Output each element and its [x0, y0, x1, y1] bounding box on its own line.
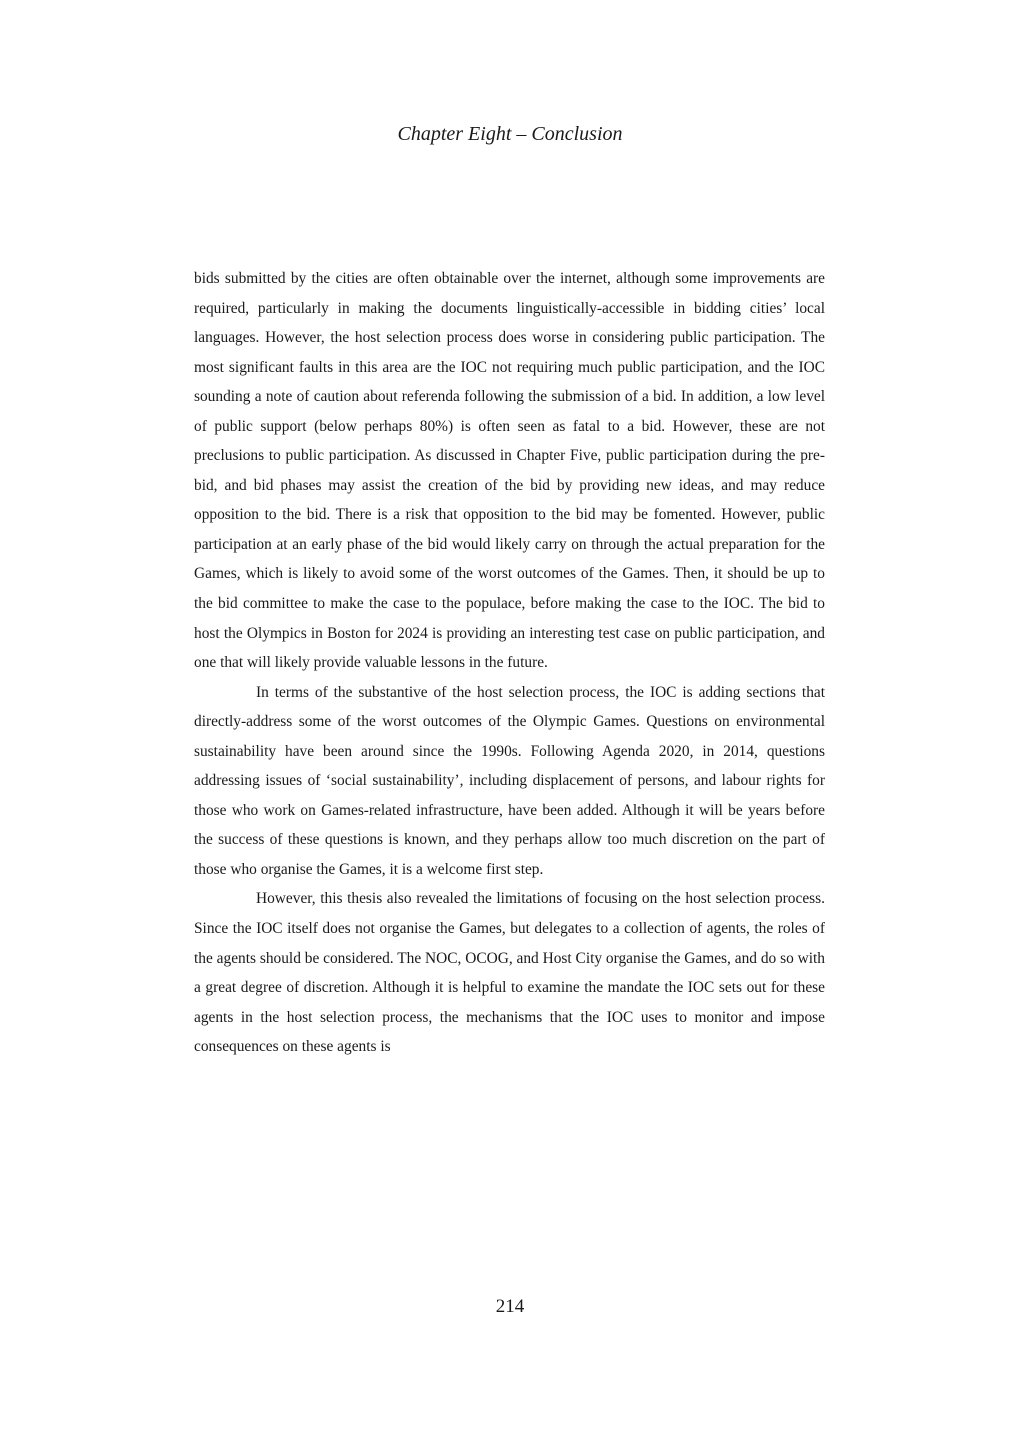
paragraph-substantive-selection: In terms of the substantive of the host selection process, the IOC is adding sections that directly-address some of the worst outcomes of the Olympic Games. Questions on environmental sustainability have been around since the 1990s. Following Agenda 2020, in 2014, questions addressing issues of ‘social sustainability’, including displacement of persons, and labour rights for those who work on Games-related infrastructure, have been added. Although it will be years before the success of these questions is known, and they perhaps allow too much discretion on the part of those who organise the Games, it is a welcome first step. — [194, 683, 825, 878]
paragraph-continued: bids submitted by the cities are often obtainable over the internet, although some improvements are required, particularly in making the documents linguistically-accessible in bidding cities’ local languages. However, the host selection process does worse in considering public participation. The most significant faults in this area are the IOC not requiring much public participation, and the IOC sounding a note of caution about referenda following the submission of a bid. In addition, a low level of public support (below perhaps 80%) is often seen as fatal to a bid. However, these are not preclusions to public participation. As discussed in Chapter Five, public participation during the pre-bid, and bid phases may assist the creation of the bid by providing new ideas, and may reduce opposition to the bid. There is a risk that opposition to the bid may be fomented. However, public participation at an early phase of the bid would likely carry on through the actual preparation for the Games, which is likely to avoid some of the worst outcomes of the Games. Then, it should be up to the bid committee to make the case to the populace, before making the case to the IOC. The bid to host the Olympics in Boston for 2024 is providing an interesting test case on public participation, and one that will likely provide valuable lessons in the future. — [194, 270, 825, 672]
page-number: 214 — [495, 1296, 525, 1317]
body-text — [194, 264, 825, 1062]
paragraph-limitations: However, this thesis also revealed the limitations of focusing on the host selection process. Since the IOC itself does not organise the Games, but delegates to a collection of agents, the roles of the agents should be considered. The NOC, OCOG, and Host City organise the Games, and do so with a great degree of discretion. Although it is helpful to examine the mandate the IOC sets out for these agents in the host selection process, the mechanisms that the IOC uses to monitor and impose consequences on these agents is — [194, 890, 825, 1056]
running-header-title: Chapter Eight – Conclusion — [397, 123, 623, 145]
